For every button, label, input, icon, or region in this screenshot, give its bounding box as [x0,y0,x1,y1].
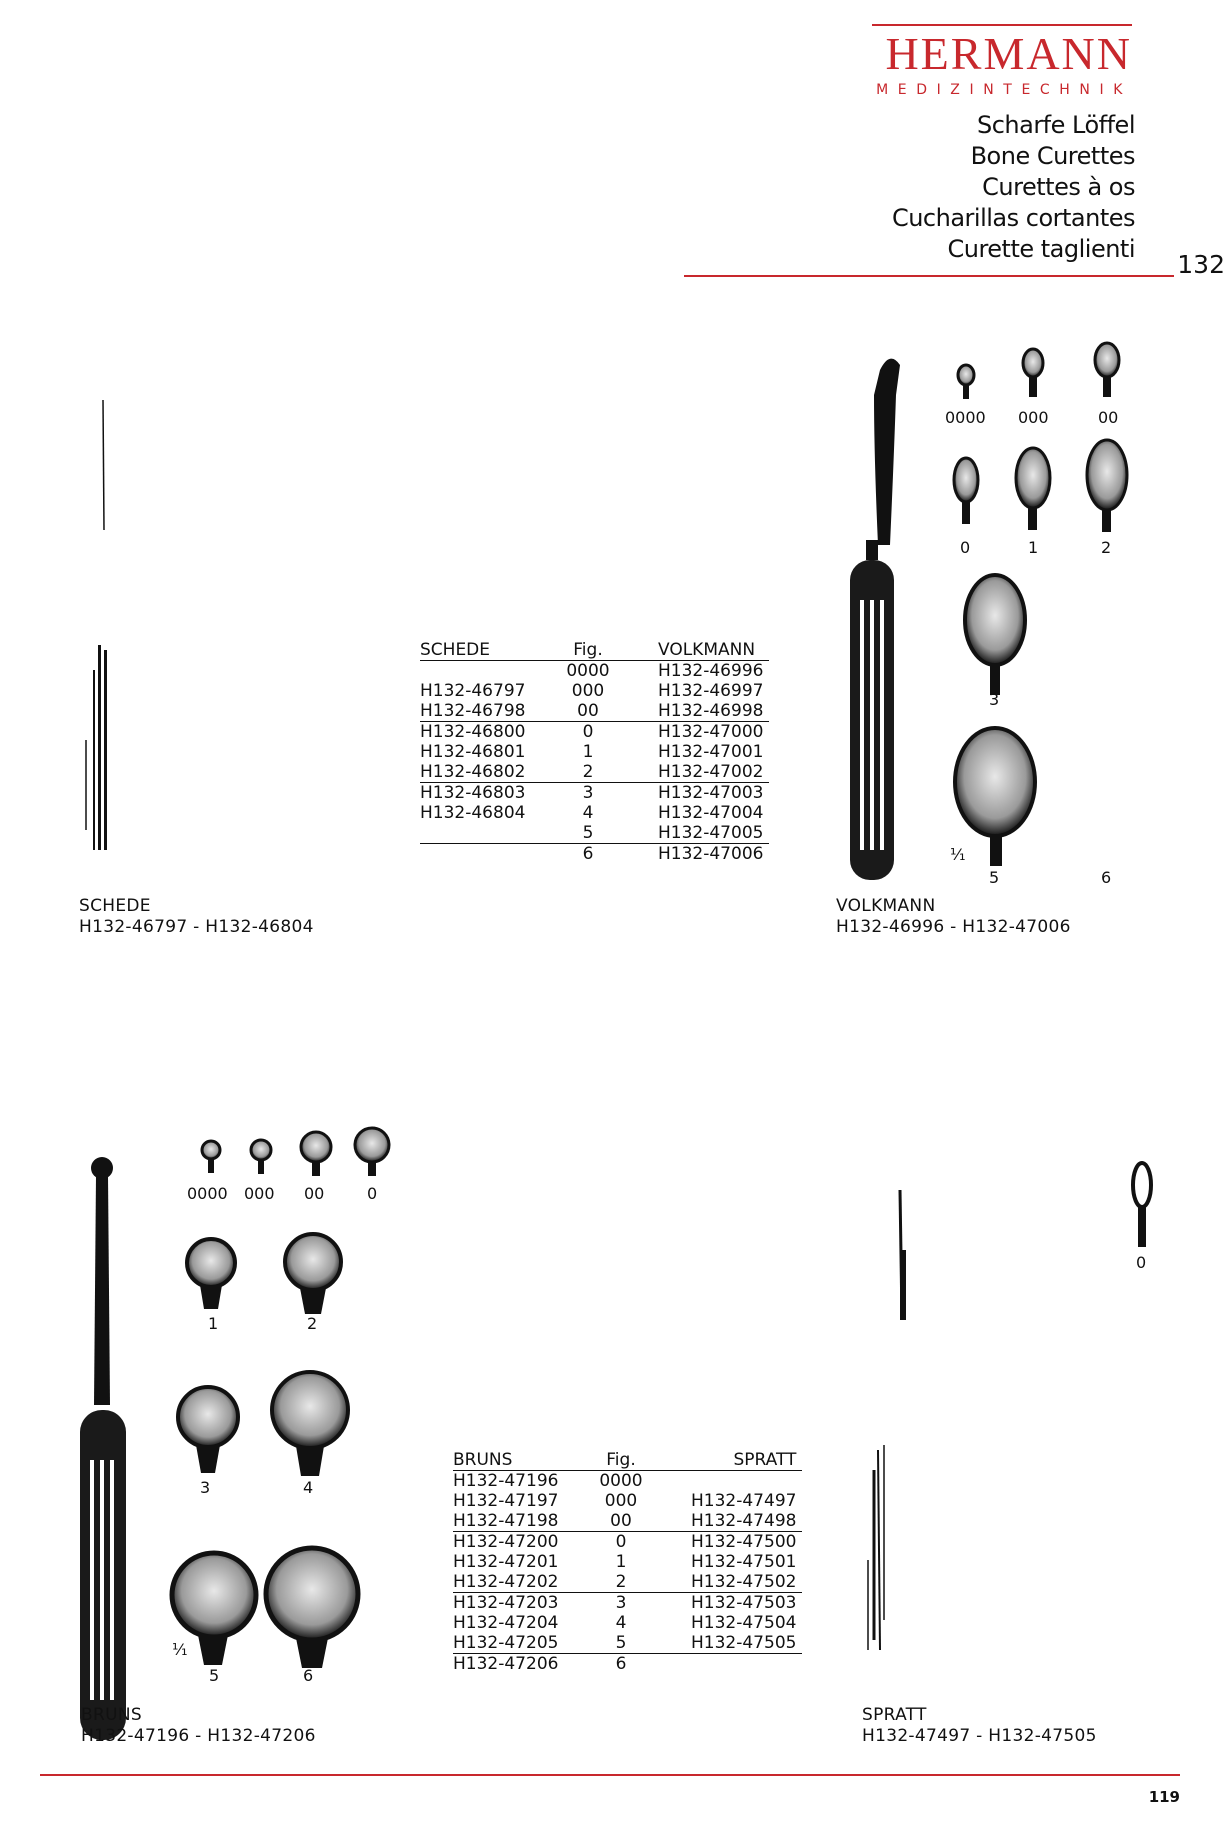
caption-bruns-range: H132-47196 - H132-47206 [81,1726,316,1746]
caption-schede-name: SCHEDE [79,896,151,916]
caption-bruns-name: BRUNS [81,1705,142,1725]
table-row: H132-46804 4 H132-47004 [420,803,764,823]
bruns-size-6: 6 [303,1666,314,1685]
table-row: H132-47201 1 H132-47501 [453,1552,797,1572]
caption-schede [79,896,314,938]
col-header-fig: Fig. [581,1450,667,1471]
bruns-size-1: 1 [208,1314,219,1333]
table-row: H132-47196 0000 [453,1471,643,1491]
caption-bruns [81,1705,316,1747]
table-row: H132-46802 2 H132-47002 [420,762,769,783]
volkmann-size-6: 6 [1101,868,1112,887]
table-row: 5 H132-47005 [420,823,769,844]
caption-spratt-name: SPRATT [862,1705,927,1725]
volkmann-size-0: 0 [960,538,971,557]
table-row: H132-46797 000 H132-46997 [420,681,764,701]
schede-tip-line [103,400,104,530]
volkmann-size-00: 00 [1098,408,1119,427]
title-en: Bone Curettes [970,142,1135,170]
volkmann-size-2: 2 [1101,538,1112,557]
table-row: H132-47206 6 [453,1654,627,1674]
spratt-cup [1133,1163,1151,1247]
page-code: 132 [1177,250,1225,279]
col-header-schede: SCHEDE [420,640,548,661]
volkmann-size-5: 5 [989,868,1000,887]
schede-handle [86,645,107,850]
table-row: H132-47197 000 H132-47497 [453,1491,797,1511]
volkmann-instrument [850,359,900,880]
table-row: H132-47203 3 H132-47503 [453,1593,797,1613]
volkmann-size-1: 1 [1028,538,1039,557]
caption-spratt-range: H132-47497 - H132-47505 [862,1726,1097,1746]
bruns-instrument [80,1157,126,1740]
volkmann-size-000: 000 [1018,408,1049,427]
bruns-cups [172,1128,389,1668]
col-header-bruns: BRUNS [453,1450,581,1471]
table-row: H132-47202 2 H132-47502 [453,1572,802,1593]
table-row: H132-47204 4 H132-47504 [453,1613,797,1633]
table-row: 6 H132-47006 [582,844,764,864]
title-es: Cucharillas cortantes [891,204,1135,232]
title-de: Scharfe Löffel [976,111,1135,139]
brand-name: HERMANN [885,28,1132,79]
page-number: 119 [1148,1788,1180,1806]
table-row: H132-46798 00 H132-46998 [420,701,769,722]
title-it: Curette taglienti [947,235,1135,263]
table-header [420,640,769,661]
volkmann-size-3: 3 [989,690,1000,709]
table-header [453,1450,802,1471]
col-header-fig: Fig. [548,640,634,661]
bruns-size-000: 000 [244,1184,275,1203]
spratt-instrument [868,1190,906,1650]
footer-rule [40,1774,1180,1776]
bruns-scale-label: ¹⁄₁ [172,1640,188,1659]
caption-volkmann [836,896,1071,938]
bruns-size-2: 2 [307,1314,318,1333]
table-row: H132-46801 1 H132-47001 [420,742,764,762]
table-row: H132-47200 0 H132-47500 [453,1532,797,1552]
table-row: H132-46800 0 H132-47000 [420,722,764,742]
bruns-size-0000: 0000 [187,1184,228,1203]
caption-volkmann-name: VOLKMANN [836,896,936,916]
title-fr: Curettes à os [982,173,1135,201]
caption-schede-range: H132-46797 - H132-46804 [79,917,314,937]
table-row: 0000 H132-46996 [566,661,764,681]
spratt-size-0: 0 [1136,1253,1147,1272]
bruns-size-4: 4 [303,1478,314,1497]
col-header-spratt: SPRATT [667,1450,802,1471]
table-row: H132-47205 5 H132-47505 [453,1633,802,1654]
bruns-size-00: 00 [304,1184,325,1203]
bruns-size-3: 3 [200,1478,211,1497]
volkmann-size-0000: 0000 [945,408,986,427]
schede-volkmann-table [420,640,769,864]
caption-spratt [862,1705,1097,1747]
table-row: H132-46803 3 H132-47003 [420,783,764,803]
volkmann-scale-label: ¹⁄₁ [950,845,966,864]
caption-volkmann-range: H132-46996 - H132-47006 [836,917,1071,937]
bruns-size-5: 5 [209,1666,220,1685]
table-row: H132-47198 00 H132-47498 [453,1511,802,1532]
bruns-size-0: 0 [367,1184,378,1203]
brand-subtitle: MEDIZINTECHNIK [876,82,1132,98]
col-header-volkmann: VOLKMANN [634,640,769,661]
bruns-spratt-table [453,1450,802,1674]
